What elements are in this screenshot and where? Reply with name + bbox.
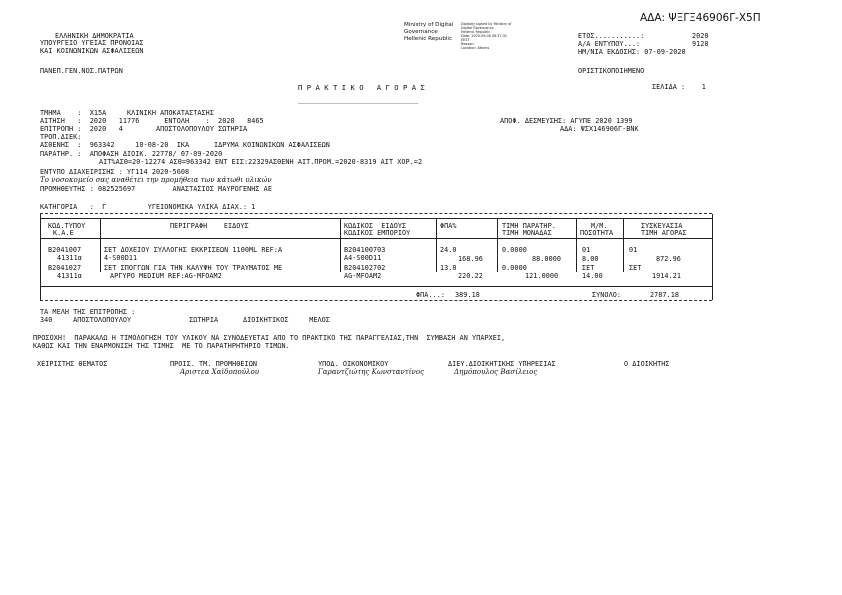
issue-date: ΗΜ/ΝΙΑ ΕΚΔΟΣΗΣ: 07-09-2020	[578, 48, 686, 56]
remarks-line: ΠΑΡΑΤΗΡ. : ΑΠΟΦΑΣΗ ΔΙΟΙΚ. 22778/ 07-09-2020	[40, 150, 223, 158]
document-title: Π Ρ Α Κ Τ Ι Κ Ο Α Γ Ο Ρ Α Σ	[298, 83, 425, 92]
col-divider	[623, 218, 624, 272]
table-row-1-kae: 41311α	[57, 254, 82, 262]
signature-detail-1: Digitally signed by Ministry of	[461, 22, 512, 26]
signature-org-3: Hellenic Republic	[404, 36, 453, 42]
table-row-2-vat-amount: 220.22	[458, 272, 483, 280]
table-row-1-trade-code: A4-S00D11	[344, 254, 382, 262]
management-form: ΕΝΤΥΠΟ ΔΙΑΧΕΙΡΙΣΗΣ : ΥΓ114 2020-5608	[40, 168, 190, 176]
grand-total: 2787.18	[650, 291, 679, 299]
assignment-note: Το νοσοκομείο σας αναθέτει την προμήθεια των κάτωθι υλικών	[40, 176, 272, 184]
signatory-governor: Ο ΔΙΟΙΚΗΤΗΣ	[624, 360, 670, 368]
signatory-procurement-head: ΠΡΟΙΣ. ΤΜ. ΠΡΟΜΗΘΕΙΩΝ	[170, 360, 257, 368]
table-row-2-purchase-price: 1914.21	[652, 272, 681, 280]
table-row-2-unit: ΣΕΤ	[582, 264, 595, 272]
signature-org-2: Governance	[404, 29, 438, 35]
signatory-finance-deputy: ΥΠΟΔ. ΟΙΚΟΝΟΜΙΚΟΥ	[318, 360, 389, 368]
page-number: ΣΕΛΙΔΑ : 1	[652, 83, 706, 91]
table-right-border	[712, 214, 713, 300]
title-underline: _____________________________	[298, 96, 419, 104]
table-row-2-quantity: 14.00	[582, 272, 603, 280]
signature-detail-4: Date: 2020.09.08 08:37:31	[461, 34, 508, 38]
hospital-name: ΠΑΝΕΠ.ΓΕΝ.ΝΟΣ.ΠΑΤΡΩΝ	[40, 67, 123, 75]
table-row-1-package: 01	[629, 246, 638, 254]
header-unit-price: ΤΙΜΗ ΜΟΝΑΔΑΣ	[502, 229, 552, 237]
supplier-line: ΠΡΟΜΗΘΕΥΤΗΣ : 082525697 ΑΝΑΣΤΑΣΙΟΣ ΜΑΥΡΟΓΕΝΗΣ ΑΕ	[40, 185, 272, 193]
vat-total: 389.18	[455, 291, 480, 299]
notice-line-1: ΠΡΟΣΟΧΗ! ΠΑΡΑΚΑΛΩ Η ΤΙΜΟΛΟΓΗΣΗ ΤΟΥ ΥΛΙΚΟΥ ΝΑ ΣΥΝΟΔΕΥΕΤΑΙ ΑΠΟ ΤΟ ΠΡΑΚΤΙΚΟ ΤΗΣ ΠΑΡΑΓΓΕΛΙΑΣ,ΤΗΝ ΣΥΜΒΑΣΗ ΑΝ ΥΠΑΡΧΕΙ,	[33, 334, 506, 342]
table-row-1-vat: 24.0	[440, 246, 457, 254]
header-package: ΣΥΣΚΕΥΑΣΙΑ	[641, 222, 683, 230]
vat-total-label: ΦΠΑ...:	[416, 291, 445, 299]
col-divider	[576, 218, 577, 272]
year-label: ΕΤΟΣ...........:	[578, 32, 645, 40]
signatory-finance-name: Γαραντζιώτης Κωνσταντίνος	[318, 368, 425, 376]
department-line: ΤΜΗΜΑ : Χ15Α ΚΛΙΝΙΚΗ ΑΠΟΚΑΤΑΣΤΑΣΗΣ	[40, 109, 214, 117]
col-divider	[497, 218, 498, 272]
signature-detail-3: Hellenic Republic	[461, 30, 491, 34]
signatory-handler: ΧΕΙΡΙΣΤΗΣ ΘΕΜΑΤΟΣ	[37, 360, 108, 368]
table-row-1-type-code: Β2041007	[48, 246, 82, 254]
header-purchase-price: ΤΙΜΗ ΑΓΟΡΑΣ	[641, 229, 687, 237]
signature-detail-5: EEST	[461, 38, 470, 42]
signature-org-1: Ministry of Digital	[404, 22, 454, 28]
col-divider	[340, 218, 341, 272]
table-row-2-observatory-price: 0.0000	[502, 264, 527, 272]
procedure-line: ΤΡΟΠ.ΔΙΕΚ:	[40, 133, 82, 141]
header-type-code: ΚΩΔ.ΤΥΠΟΥ	[48, 222, 86, 230]
totals-top-line	[40, 286, 712, 287]
table-row-1-vat-amount: 168.96	[458, 255, 483, 263]
table-row-1-quantity: 8.00	[582, 255, 599, 263]
ada-secondary: ΑΔΑ: ΨΣΧ146906Γ-ΒΝΚ	[560, 125, 639, 133]
table-row-2-item-code: Β204102702	[344, 264, 386, 272]
form-number-label: Α/Α ΕΝΤΥΠΟΥ...:	[578, 40, 641, 48]
table-row-2-kae: 41311α	[57, 272, 82, 280]
committee-line: ΕΠΙΤΡΟΠΗ : 2020 4 ΑΠΟΣΤΟΛΟΠΟΥΛΟΥ ΣΩΤΗΡΙΑ	[40, 125, 248, 133]
commitment-decision: ΑΠΟΦ. ΔΕΣΜΕΥΣΗΣ: ΑΓΥΠΕ 2020 1399	[500, 117, 633, 125]
table-row-1-unit-price: 88.0000	[532, 255, 561, 263]
signature-detail-7: Location: Athens	[461, 46, 490, 50]
signature-detail-2: Digital Governance,	[461, 26, 495, 30]
col-divider	[436, 218, 437, 272]
table-row-2-vat: 13.0	[440, 264, 457, 272]
issuer-ministry-2: ΚΑΙ ΚΟΙΝΩΝΙΚΩΝ ΑΣΦΑΛΙΣΕΩΝ	[40, 47, 144, 55]
header-top-line	[40, 218, 712, 219]
table-row-1-unit: 01	[582, 246, 591, 254]
issuer-republic: ΕΛΛΗΝΙΚΗ ΔΗΜΟΚΡΑΤΙΑ	[55, 32, 134, 40]
committee-member: 340 ΑΠΟΣΤΟΛΟΠΟΥΛΟΥ ΣΩΤΗΡΙΑ ΔΙΟΙΚΗΤΙΚΟΣ ΜΕΛΟΣ	[40, 316, 330, 324]
table-bottom-border	[40, 300, 712, 301]
remarks-line-2: ΑΙΤ%ΑΣΘ=20-12274 ΑΣΘ=963342 ΕΝΤ ΕΙΣ:22329ΑΣΘΕΝΗ ΑΙΤ.ΠΡΟΜ.=2020-8319 ΑΙΤ ΧΟΡ.=2	[99, 158, 423, 166]
signatory-admin-director: ΔΙΕΥ.ΔΙΟΙΚΗΤΙΚΗΣ ΥΠΗΡΕΣΙΑΣ	[448, 360, 556, 368]
patient-line: ΑΣΘΕΝΗΣ : 963342 10-08-20 ΙΚΑ ΙΔΡΥΜΑ ΚΟΙΝΩΝΙΚΩΝ ΑΣΦΑΛΙΣΕΩΝ	[40, 141, 330, 149]
col-divider	[100, 218, 101, 272]
ada-code: ΑΔΑ: ΨΞΓΞ46906Γ-Χ5Π	[640, 12, 761, 24]
header-unit: Μ/Μ.	[591, 222, 608, 230]
table-left-border	[40, 214, 41, 300]
request-line: ΑΙΤΗΣΗ : 2020 11776 ΕΝΤΟΛΗ : 2020 8465	[40, 117, 264, 125]
header-bottom-line	[40, 238, 712, 239]
table-row-2-description-2: ΑΡΓΥΡΟ MEDIUM REF:AG-MFOAM2	[110, 272, 222, 280]
signature-detail-6: Reason:	[461, 42, 475, 46]
header-observatory-price: ΤΙΜΗ ΠΑΡΑΤΗΡ.	[502, 222, 556, 230]
committee-title: ΤΑ ΜΕΛΗ ΤΗΣ ΕΠΙΤΡΟΠΗΣ :	[40, 308, 136, 316]
table-row-2-description: ΣΕΤ ΣΠΟΓΓΩΝ ΓΙΑ ΤΗΝ ΚΑΛΥΨΗ ΤΟΥ ΤΡΑΥΜΑΤΟΣ ΜΕ	[104, 264, 283, 272]
header-item-code: ΚΩΔΙΚΟΣ ΕΙΔΟΥΣ	[344, 222, 407, 230]
header-trade-code: ΚΩΔΙΚΟΣ ΕΜΠΟΡΙΟΥ	[344, 229, 411, 237]
table-row-2-type-code: Β2041027	[48, 264, 82, 272]
signatory-admin-name: Δημόπουλος Βασίλειος	[454, 368, 538, 376]
table-row-2-unit-price: 121.0000	[525, 272, 559, 280]
form-number-value: 9128	[692, 40, 709, 48]
table-row-2-package: ΣΕΤ	[629, 264, 642, 272]
finalized-status: ΟΡΙΣΤΙΚΟΠΟΙΗΜΕΝΟ	[578, 67, 645, 75]
header-kae: Κ.Α.Ε	[53, 229, 74, 237]
issuer-ministry: ΥΠΟΥΡΓΕΙΟ ΥΓΕΙΑΣ ΠΡΟΝΟΙΑΣ	[40, 39, 144, 47]
header-quantity: ΠΟΣΟΤΗΤΑ	[580, 229, 614, 237]
digital-signature-stamp	[404, 22, 574, 48]
category-line: ΚΑΤΗΓΟΡΙΑ : Γ ΥΓΕΙΟΝΟΜΙΚΑ ΥΛΙΚΑ ΔΙΑΧ.: 1	[40, 203, 256, 211]
signatory-procurement-name: Αριστεα Χαϊδοπούλου	[180, 368, 260, 376]
table-row-1-description-2: 4-S00D11	[104, 254, 138, 262]
table-row-2-trade-code: AG-MFOAM2	[344, 272, 382, 280]
grand-total-label: ΣΥΝΟΛΟ:	[592, 291, 621, 299]
table-row-1-description: ΣΕΤ ΔΟΧΕΙΟΥ ΣΥΛΛΟΓΗΣ ΕΚΚΡΙΣΕΩΝ 1100ML REF:A	[104, 246, 283, 254]
table-row-1-purchase-price: 872.96	[656, 255, 681, 263]
header-vat: ΦΠΑ%	[440, 222, 457, 230]
notice-line-2: ΚΑΘΩΣ ΚΑΙ ΤΗΝ ΕΝΑΡΜΟΝΙΣΗ ΤΗΣ ΤΙΜΗΣ ΜΕ ΤΟ ΠΑΡΑΤΗΡΗΤΗΡΙΟ ΤΙΜΩΝ.	[33, 342, 290, 350]
table-row-1-item-code: Β204100703	[344, 246, 386, 254]
header-description: ΠΕΡΙΓΡΑΦΗ ΕΙΔΟΥΣ	[170, 222, 249, 230]
table-top-border	[40, 213, 712, 214]
table-row-1-observatory-price: 0.0000	[502, 246, 527, 254]
year-value: 2020	[692, 32, 709, 40]
